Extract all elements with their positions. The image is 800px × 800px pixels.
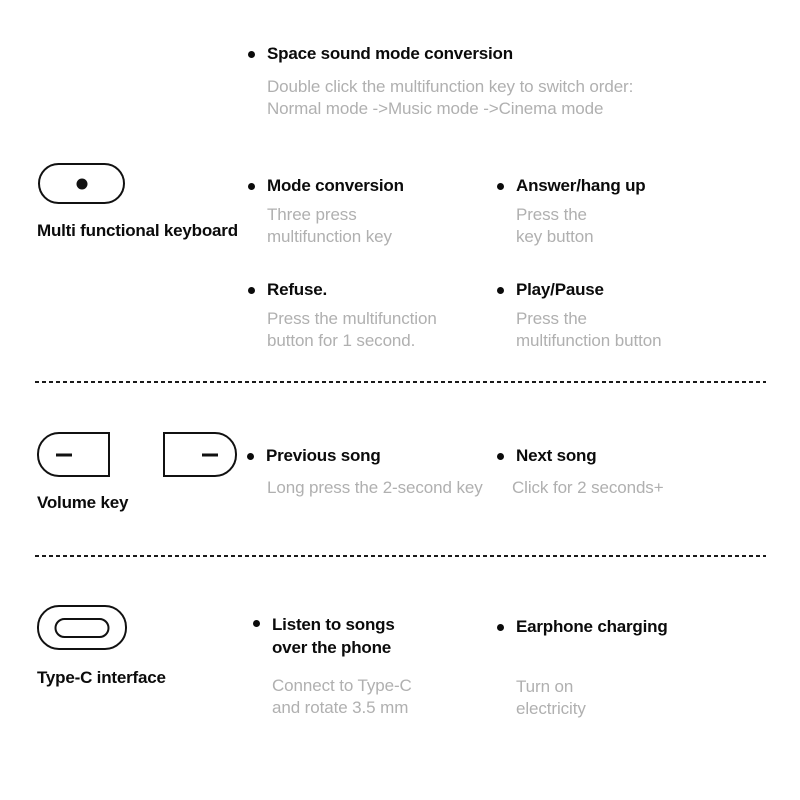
feature-desc-listen-to-songs bbox=[272, 675, 412, 719]
bullet-icon bbox=[497, 453, 504, 460]
feature-answer-hang-up bbox=[497, 176, 645, 196]
feature-desc-earphone-charging bbox=[516, 676, 586, 720]
feature-desc-line: Press the bbox=[516, 205, 587, 224]
feature-desc-refuse bbox=[267, 308, 437, 352]
feature-desc-play-pause bbox=[516, 308, 661, 352]
feature-title: Refuse. bbox=[267, 280, 328, 299]
type-c-inner-pill-icon bbox=[55, 618, 110, 638]
section-label-multifunction: Multi functional keyboard bbox=[37, 221, 238, 240]
bullet-icon bbox=[248, 51, 255, 58]
key-dot-icon bbox=[76, 178, 87, 189]
feature-desc-line: Long press the 2-second key bbox=[267, 478, 483, 497]
feature-desc-line: Connect to Type-C bbox=[272, 676, 412, 695]
feature-desc-line: Double click the multifunction key to switch order: bbox=[267, 77, 634, 96]
feature-title: Next song bbox=[516, 446, 597, 465]
bullet-icon bbox=[497, 287, 504, 294]
minus-icon bbox=[56, 453, 72, 456]
bullet-icon bbox=[248, 183, 255, 190]
feature-play-pause bbox=[497, 280, 604, 300]
feature-desc-line: Press the multifunction bbox=[267, 309, 437, 328]
feature-title: Previous song bbox=[266, 446, 381, 465]
type-c-port-icon bbox=[37, 605, 127, 650]
feature-desc-previous-song bbox=[267, 477, 483, 499]
feature-title: Listen to songs bbox=[272, 615, 395, 634]
feature-desc-space-sound-mode bbox=[267, 76, 633, 120]
feature-next-song bbox=[497, 446, 596, 466]
feature-desc-line: button for 1 second. bbox=[267, 331, 416, 350]
feature-title: Space sound mode conversion bbox=[267, 44, 513, 63]
bullet-icon bbox=[248, 287, 255, 294]
bullet-icon bbox=[247, 453, 254, 460]
bullet-icon bbox=[497, 183, 504, 190]
feature-space-sound-mode bbox=[248, 44, 513, 64]
minus-icon bbox=[202, 453, 218, 456]
feature-previous-song bbox=[247, 446, 381, 466]
multifunction-key-icon bbox=[38, 163, 125, 204]
feature-title: over the phone bbox=[272, 638, 392, 657]
dashed-divider bbox=[35, 555, 766, 557]
feature-desc-line: multifunction button bbox=[516, 331, 662, 350]
dashed-divider bbox=[35, 381, 766, 383]
feature-desc-mode-conversion bbox=[267, 204, 392, 248]
feature-desc-line: Normal mode ->Music mode ->Cinema mode bbox=[267, 99, 604, 118]
volume-key-left-icon bbox=[37, 432, 110, 477]
feature-desc-line: Three press bbox=[267, 205, 357, 224]
feature-desc-next-song bbox=[512, 477, 664, 499]
feature-desc-line: key button bbox=[516, 227, 594, 246]
feature-desc-line: and rotate 3.5 mm bbox=[272, 698, 409, 717]
feature-title: Earphone charging bbox=[516, 617, 668, 636]
bullet-icon bbox=[253, 620, 260, 627]
section-label-type-c: Type-C interface bbox=[37, 668, 166, 687]
feature-mode-conversion bbox=[248, 176, 404, 196]
feature-title: Play/Pause bbox=[516, 280, 604, 299]
feature-desc-line: Turn on bbox=[516, 677, 574, 696]
bullet-icon bbox=[497, 624, 504, 631]
feature-earphone-charging bbox=[497, 617, 668, 637]
feature-listen-to-songs bbox=[253, 613, 395, 659]
feature-desc-answer-hang-up bbox=[516, 204, 593, 248]
section-label-volume-key: Volume key bbox=[37, 493, 129, 512]
feature-desc-line: Press the bbox=[516, 309, 587, 328]
feature-desc-line: multifunction key bbox=[267, 227, 392, 246]
volume-key-right-icon bbox=[163, 432, 237, 477]
feature-desc-line: electricity bbox=[516, 699, 586, 718]
feature-desc-line: Click for 2 seconds+ bbox=[512, 478, 664, 497]
feature-title: Mode conversion bbox=[267, 176, 404, 195]
feature-title: Answer/hang up bbox=[516, 176, 646, 195]
feature-refuse bbox=[248, 280, 327, 300]
